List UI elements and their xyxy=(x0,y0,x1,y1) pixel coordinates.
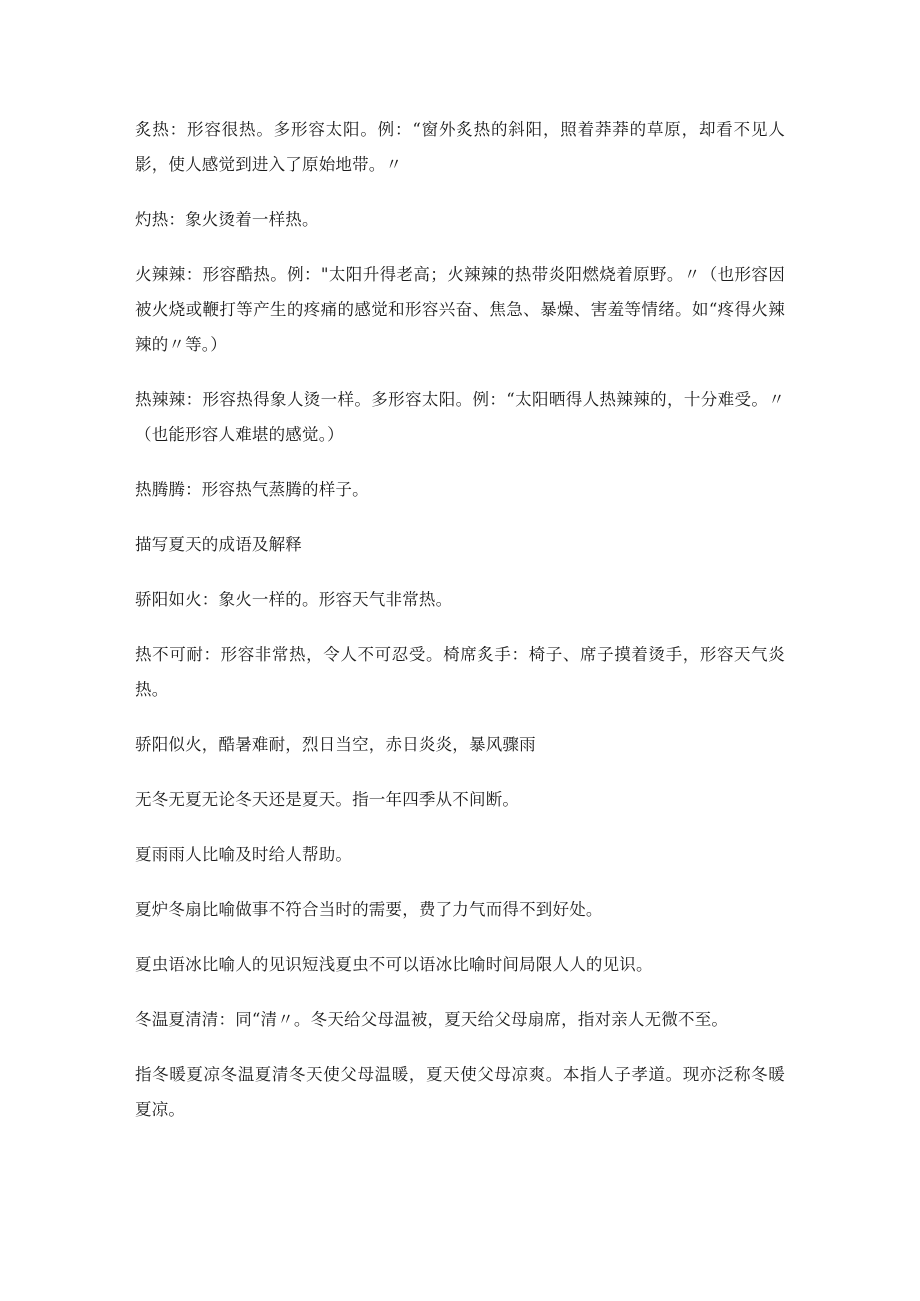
section-heading: 描写夏天的成语及解释 xyxy=(135,535,302,554)
document-body xyxy=(135,112,785,1147)
paragraph-xiachongyubing: 夏虫语冰比喻人的见识短浅夏虫不可以语冰比喻时间局限人人的见识。 xyxy=(135,955,653,974)
paragraph-zhire: 炙热：形容很热。多形容太阳。例：“窗外炙热的斜阳，照着莽莽的草原，却看不见人影，使人感觉到进入了原始地带。〃 xyxy=(135,120,785,174)
paragraph-jiaoyangruhuo: 骄阳如火：象火一样的。形容天气非常热。 xyxy=(135,590,453,609)
paragraph-xiayuyuren: 夏雨雨人比喻及时给人帮助。 xyxy=(135,845,353,864)
paragraph-dongnuanxialiang: 指冬暖夏凉冬温夏清冬天使父母温暖，夏天使父母凉爽。本指人子孝道。现亦泛称冬暖夏凉。 xyxy=(135,1065,785,1119)
paragraph-relala: 热辣辣：形容热得象人烫一样。多形容太阳。例：“太阳晒得人热辣辣的，十分难受。〃（也能形容人难堪的感觉。） xyxy=(135,390,785,444)
paragraph-rebukenai: 热不可耐：形容非常热，令人不可忍受。椅席炙手：椅子、席子摸着烫手，形容天气炎热。 xyxy=(135,645,785,699)
paragraph-retengteng: 热腾腾：形容热气蒸腾的样子。 xyxy=(135,480,369,499)
paragraph-dongwenxiaqing: 冬温夏清清：同“清〃。冬天给父母温被，夏天给父母扇席，指对亲人无微不至。 xyxy=(135,1010,729,1029)
paragraph-huolala: 火辣辣：形容酷热。例："太阳升得老高；火辣辣的热带炎阳燃烧着原野。〃（也形容因被火烧或鞭打等产生的疼痛的感觉和形容兴奋、焦急、暴燥、害羞等情绪。如“疼得火辣辣的〃等。） xyxy=(135,265,785,354)
paragraph-zhuore: 灼热：象火烫着一样热。 xyxy=(135,210,319,229)
paragraph-xialudongshan: 夏炉冬扇比喻做事不符合当时的需要，费了力气而得不到好处。 xyxy=(135,900,603,919)
paragraph-idiom-list: 骄阳似火，酷暑难耐，烈日当空，赤日炎炎，暴风骤雨 xyxy=(135,735,536,754)
paragraph-wudongwuxia: 无冬无夏无论冬天还是夏天。指一年四季从不间断。 xyxy=(135,790,520,809)
